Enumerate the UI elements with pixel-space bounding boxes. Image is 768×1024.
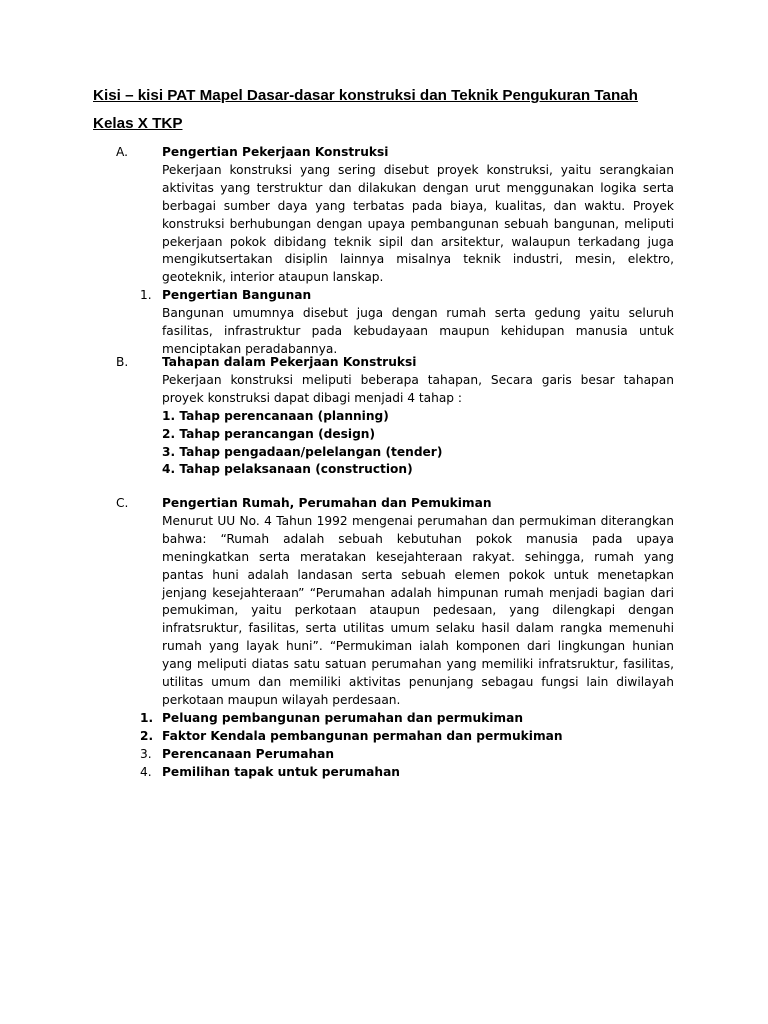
section-c-heading: Pengertian Rumah, Perumahan dan Pemukiman — [162, 496, 492, 510]
section-b-letter: B. — [116, 355, 129, 369]
list-item-number: 3. — [140, 746, 152, 761]
section-b — [116, 354, 674, 479]
section-c-header — [116, 495, 674, 513]
section-a-sub-item — [140, 287, 674, 359]
section-c-letter: C. — [116, 496, 129, 510]
list-item: 1. Tahap perencanaan (planning) — [162, 408, 389, 423]
list-item-number: 1. — [140, 710, 154, 725]
section-a-sub-heading: Pengertian Bangunan — [162, 288, 312, 303]
section-a-sub-number: 1. — [140, 288, 152, 303]
section-a-sub-content — [162, 287, 674, 359]
list-item — [140, 710, 674, 728]
document-title-line-1: Kisi – kisi PAT Mapel Dasar-dasar konstruksi dan Teknik Pengukuran Tanah — [93, 87, 638, 104]
list-item-number: 4. — [140, 764, 152, 779]
list-item — [140, 764, 674, 782]
list-item-label: Faktor Kendala pembangunan permahan dan permukiman — [162, 728, 563, 743]
section-a — [116, 144, 674, 359]
list-item-label: Perencanaan Perumahan — [162, 746, 335, 761]
section-b-heading: Tahapan dalam Pekerjaan Konstruksi — [162, 355, 417, 369]
list-item-label: Peluang pembangunan perumahan dan permukiman — [162, 710, 524, 725]
list-item-label: Pemilihan tapak untuk perumahan — [162, 764, 400, 779]
section-c — [116, 495, 674, 782]
list-item — [140, 746, 674, 764]
list-item: 3. Tahap pengadaan/pelelangan (tender) — [162, 444, 443, 459]
section-a-sublist — [140, 287, 674, 359]
section-a-heading: Pengertian Pekerjaan Konstruksi — [162, 145, 389, 159]
section-a-letter: A. — [116, 145, 128, 159]
section-a-body: Pekerjaan konstruksi yang sering disebut proyek konstruksi, yaitu serangkaian aktivitas yang terstruktur dan dilakukan dengan urut menggunakan logika serta berbagai sumber daya yang terbatas pada biaya, kualitas, dan waktu. Proyek konstruksi berhubungan dengan upaya pembangunan sebuah bangunan, meliputi pekerjaan pokok dibidang teknik sipil dan arsitektur, walaupun terkadang juga mengikutsertakan disiplin lainnya misalnya teknik industri, mesin, elektro, geoteknik, interior ataupun lanskap. — [162, 162, 674, 285]
list-item: 4. Tahap pelaksanaan (construction) — [162, 462, 413, 477]
section-a-sub-body: Bangunan umumnya disebut juga dengan rumah serta gedung yaitu seluruh fasilitas, infrastruktur pada kebudayaan maupun kehidupan manusia untuk menciptakan peradabannya. — [162, 306, 674, 356]
list-item — [140, 728, 674, 746]
list-item-number: 2. — [140, 728, 154, 743]
section-b-body: Pekerjaan konstruksi meliputi beberapa tahapan, Secara garis besar tahapan proyek konstruksi dapat dibagi menjadi 4 tahap : — [162, 372, 674, 405]
section-b-header — [116, 354, 674, 372]
list-item: 2. Tahap perancangan (design) — [162, 426, 376, 441]
section-c-body: Menurut UU No. 4 Tahun 1992 mengenai perumahan dan permukiman diterangkan bahwa: “Rumah adalah sebuah kebutuhan pokok manusia pada upaya meningkatkan serta meratakan kesejahteraan rakyat. sehingga, rumah yang pantas huni adalah landasan serta sebuah elemen pokok untuk menetapkan jenjang kesejahteraan” “Perumahan adalah himpunan rumah menjadi bagian dari pemukiman, yaitu perkotaan ataupun pedesaan, yang dilengkapi dengan infratsruktur, fasilitas, serta utilitas umum selaku hasil dalam rangka memenuhi rumah yang layak huni”. “Permukiman ialah komponen dari lingkungan hunian yang meliputi diatas satu satuan perumahan yang memiliki infratsruktur, fasilitas, utilitas umum dan memiliki aktivitas penunjang sebagau fungsi lain diwilayah perkotaan maupun wilayah perdesaan. — [162, 513, 674, 707]
section-a-header — [116, 144, 674, 162]
section-c-items — [116, 710, 674, 782]
section-b-steps — [162, 408, 674, 480]
document-title-line-2: Kelas X TKP — [93, 115, 183, 132]
